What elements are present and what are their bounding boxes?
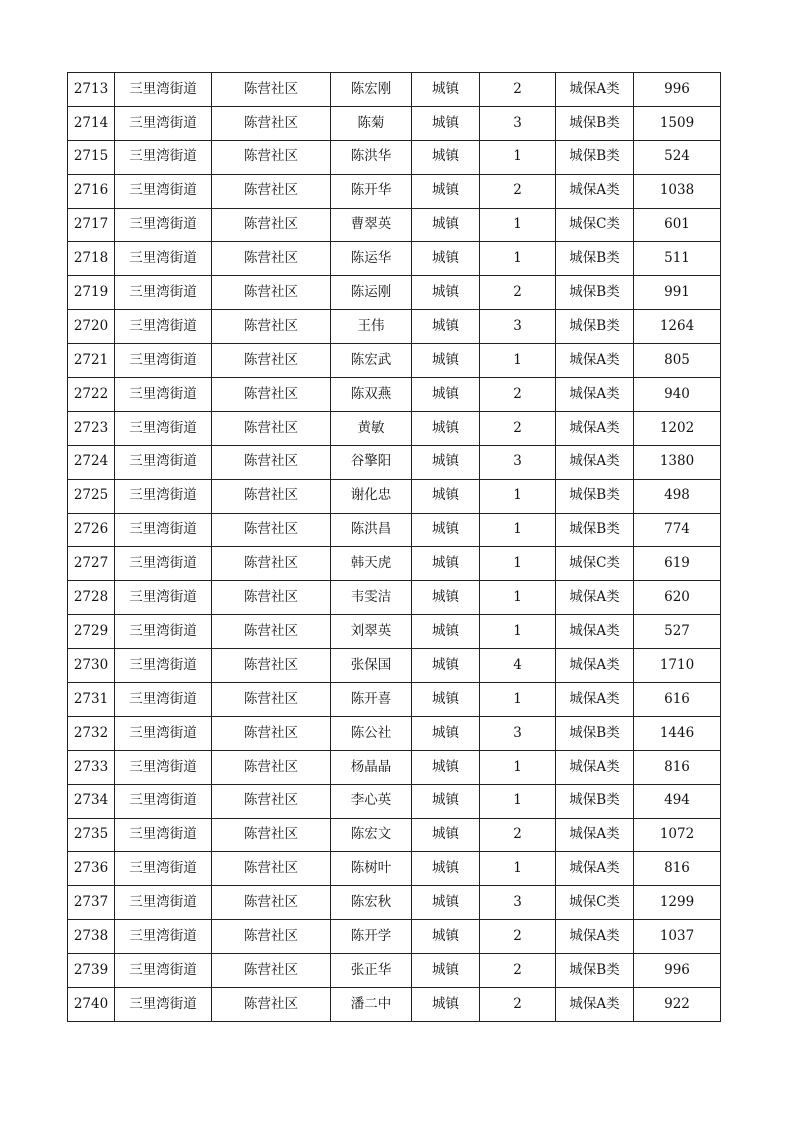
area-type-cell: 城镇 — [412, 106, 480, 140]
amount-cell: 1072 — [634, 818, 721, 852]
name-cell: 黄敏 — [331, 411, 412, 445]
table-row — [68, 479, 721, 513]
community-cell: 陈营社区 — [212, 242, 331, 276]
street-cell: 三里湾街道 — [115, 886, 212, 920]
amount-cell: 1264 — [634, 310, 721, 344]
area-type-cell: 城镇 — [412, 818, 480, 852]
table-row — [68, 344, 721, 378]
table-row — [68, 852, 721, 886]
area-type-cell: 城镇 — [412, 73, 480, 107]
name-cell: 韦雯洁 — [331, 581, 412, 615]
household-size-cell: 2 — [480, 988, 556, 1022]
category-cell: 城保A类 — [556, 174, 634, 208]
amount-cell: 1509 — [634, 106, 721, 140]
amount-cell: 601 — [634, 208, 721, 242]
community-cell: 陈营社区 — [212, 513, 331, 547]
household-size-cell: 1 — [480, 615, 556, 649]
household-size-cell: 1 — [480, 852, 556, 886]
row-number-cell: 2719 — [68, 276, 115, 310]
area-type-cell: 城镇 — [412, 140, 480, 174]
roster-body — [68, 73, 721, 1022]
name-cell: 陈开喜 — [331, 683, 412, 717]
table-row — [68, 581, 721, 615]
category-cell: 城保A类 — [556, 73, 634, 107]
street-cell: 三里湾街道 — [115, 683, 212, 717]
row-number-cell: 2715 — [68, 140, 115, 174]
household-size-cell: 2 — [480, 276, 556, 310]
household-size-cell: 3 — [480, 445, 556, 479]
category-cell: 城保B类 — [556, 479, 634, 513]
street-cell: 三里湾街道 — [115, 276, 212, 310]
row-number-cell: 2734 — [68, 784, 115, 818]
name-cell: 张保国 — [331, 649, 412, 683]
street-cell: 三里湾街道 — [115, 208, 212, 242]
roster-table — [67, 72, 721, 1022]
amount-cell: 922 — [634, 988, 721, 1022]
table-row — [68, 445, 721, 479]
table-row — [68, 547, 721, 581]
amount-cell: 996 — [634, 954, 721, 988]
name-cell: 陈开学 — [331, 920, 412, 954]
household-size-cell: 2 — [480, 174, 556, 208]
area-type-cell: 城镇 — [412, 716, 480, 750]
street-cell: 三里湾街道 — [115, 852, 212, 886]
street-cell: 三里湾街道 — [115, 818, 212, 852]
row-number-cell: 2731 — [68, 683, 115, 717]
category-cell: 城保B类 — [556, 310, 634, 344]
table-row — [68, 988, 721, 1022]
area-type-cell: 城镇 — [412, 479, 480, 513]
row-number-cell: 2728 — [68, 581, 115, 615]
name-cell: 陈宏文 — [331, 818, 412, 852]
row-number-cell: 2739 — [68, 954, 115, 988]
table-row — [68, 140, 721, 174]
category-cell: 城保B类 — [556, 954, 634, 988]
community-cell: 陈营社区 — [212, 344, 331, 378]
area-type-cell: 城镇 — [412, 920, 480, 954]
household-size-cell: 4 — [480, 649, 556, 683]
street-cell: 三里湾街道 — [115, 988, 212, 1022]
table-row — [68, 242, 721, 276]
name-cell: 谢化忠 — [331, 479, 412, 513]
amount-cell: 805 — [634, 344, 721, 378]
community-cell: 陈营社区 — [212, 445, 331, 479]
name-cell: 陈宏刚 — [331, 73, 412, 107]
row-number-cell: 2732 — [68, 716, 115, 750]
area-type-cell: 城镇 — [412, 988, 480, 1022]
household-size-cell: 1 — [480, 479, 556, 513]
name-cell: 谷擎阳 — [331, 445, 412, 479]
community-cell: 陈营社区 — [212, 818, 331, 852]
community-cell: 陈营社区 — [212, 784, 331, 818]
row-number-cell: 2725 — [68, 479, 115, 513]
category-cell: 城保C类 — [556, 886, 634, 920]
area-type-cell: 城镇 — [412, 411, 480, 445]
street-cell: 三里湾街道 — [115, 140, 212, 174]
row-number-cell: 2716 — [68, 174, 115, 208]
community-cell: 陈营社区 — [212, 140, 331, 174]
household-size-cell: 2 — [480, 411, 556, 445]
amount-cell: 940 — [634, 378, 721, 412]
household-size-cell: 2 — [480, 920, 556, 954]
row-number-cell: 2718 — [68, 242, 115, 276]
category-cell: 城保B类 — [556, 784, 634, 818]
row-number-cell: 2733 — [68, 750, 115, 784]
community-cell: 陈营社区 — [212, 852, 331, 886]
household-size-cell: 1 — [480, 750, 556, 784]
street-cell: 三里湾街道 — [115, 310, 212, 344]
community-cell: 陈营社区 — [212, 106, 331, 140]
category-cell: 城保A类 — [556, 615, 634, 649]
amount-cell: 1380 — [634, 445, 721, 479]
area-type-cell: 城镇 — [412, 649, 480, 683]
amount-cell: 616 — [634, 683, 721, 717]
table-row — [68, 750, 721, 784]
street-cell: 三里湾街道 — [115, 378, 212, 412]
household-size-cell: 2 — [480, 378, 556, 412]
name-cell: 杨晶晶 — [331, 750, 412, 784]
row-number-cell: 2717 — [68, 208, 115, 242]
table-row — [68, 886, 721, 920]
name-cell: 曹翠英 — [331, 208, 412, 242]
community-cell: 陈营社区 — [212, 750, 331, 784]
category-cell: 城保A类 — [556, 683, 634, 717]
community-cell: 陈营社区 — [212, 716, 331, 750]
row-number-cell: 2727 — [68, 547, 115, 581]
table-row — [68, 378, 721, 412]
household-size-cell: 1 — [480, 208, 556, 242]
community-cell: 陈营社区 — [212, 310, 331, 344]
name-cell: 陈洪华 — [331, 140, 412, 174]
category-cell: 城保B类 — [556, 242, 634, 276]
community-cell: 陈营社区 — [212, 649, 331, 683]
community-cell: 陈营社区 — [212, 547, 331, 581]
street-cell: 三里湾街道 — [115, 242, 212, 276]
amount-cell: 527 — [634, 615, 721, 649]
household-size-cell: 1 — [480, 344, 556, 378]
household-size-cell: 1 — [480, 784, 556, 818]
community-cell: 陈营社区 — [212, 683, 331, 717]
area-type-cell: 城镇 — [412, 208, 480, 242]
table-row — [68, 174, 721, 208]
street-cell: 三里湾街道 — [115, 479, 212, 513]
table-row — [68, 208, 721, 242]
table-row — [68, 310, 721, 344]
household-size-cell: 2 — [480, 954, 556, 988]
row-number-cell: 2723 — [68, 411, 115, 445]
amount-cell: 774 — [634, 513, 721, 547]
street-cell: 三里湾街道 — [115, 106, 212, 140]
row-number-cell: 2736 — [68, 852, 115, 886]
amount-cell: 619 — [634, 547, 721, 581]
table-row — [68, 683, 721, 717]
name-cell: 潘二中 — [331, 988, 412, 1022]
category-cell: 城保A类 — [556, 818, 634, 852]
street-cell: 三里湾街道 — [115, 445, 212, 479]
amount-cell: 816 — [634, 852, 721, 886]
community-cell: 陈营社区 — [212, 73, 331, 107]
amount-cell: 1038 — [634, 174, 721, 208]
table-row — [68, 411, 721, 445]
community-cell: 陈营社区 — [212, 615, 331, 649]
household-size-cell: 1 — [480, 140, 556, 174]
area-type-cell: 城镇 — [412, 174, 480, 208]
category-cell: 城保A类 — [556, 581, 634, 615]
street-cell: 三里湾街道 — [115, 615, 212, 649]
name-cell: 陈运刚 — [331, 276, 412, 310]
name-cell: 陈菊 — [331, 106, 412, 140]
name-cell: 陈宏秋 — [331, 886, 412, 920]
row-number-cell: 2724 — [68, 445, 115, 479]
category-cell: 城保A类 — [556, 852, 634, 886]
amount-cell: 498 — [634, 479, 721, 513]
household-size-cell: 2 — [480, 73, 556, 107]
household-size-cell: 3 — [480, 886, 556, 920]
row-number-cell: 2737 — [68, 886, 115, 920]
area-type-cell: 城镇 — [412, 615, 480, 649]
category-cell: 城保A类 — [556, 649, 634, 683]
community-cell: 陈营社区 — [212, 988, 331, 1022]
area-type-cell: 城镇 — [412, 683, 480, 717]
row-number-cell: 2714 — [68, 106, 115, 140]
area-type-cell: 城镇 — [412, 886, 480, 920]
category-cell: 城保A类 — [556, 445, 634, 479]
amount-cell: 1037 — [634, 920, 721, 954]
name-cell: 陈洪昌 — [331, 513, 412, 547]
household-size-cell: 2 — [480, 818, 556, 852]
category-cell: 城保C类 — [556, 208, 634, 242]
street-cell: 三里湾街道 — [115, 547, 212, 581]
category-cell: 城保C类 — [556, 547, 634, 581]
table-row — [68, 784, 721, 818]
category-cell: 城保A类 — [556, 920, 634, 954]
row-number-cell: 2730 — [68, 649, 115, 683]
name-cell: 刘翠英 — [331, 615, 412, 649]
name-cell: 李心英 — [331, 784, 412, 818]
category-cell: 城保B类 — [556, 716, 634, 750]
household-size-cell: 3 — [480, 310, 556, 344]
street-cell: 三里湾街道 — [115, 411, 212, 445]
table-row — [68, 818, 721, 852]
street-cell: 三里湾街道 — [115, 513, 212, 547]
household-size-cell: 3 — [480, 716, 556, 750]
name-cell: 陈树叶 — [331, 852, 412, 886]
community-cell: 陈营社区 — [212, 581, 331, 615]
amount-cell: 620 — [634, 581, 721, 615]
category-cell: 城保B类 — [556, 106, 634, 140]
area-type-cell: 城镇 — [412, 513, 480, 547]
row-number-cell: 2722 — [68, 378, 115, 412]
household-size-cell: 1 — [480, 683, 556, 717]
area-type-cell: 城镇 — [412, 954, 480, 988]
category-cell: 城保A类 — [556, 988, 634, 1022]
name-cell: 张正华 — [331, 954, 412, 988]
community-cell: 陈营社区 — [212, 208, 331, 242]
category-cell: 城保A类 — [556, 411, 634, 445]
area-type-cell: 城镇 — [412, 242, 480, 276]
row-number-cell: 2738 — [68, 920, 115, 954]
street-cell: 三里湾街道 — [115, 920, 212, 954]
category-cell: 城保B类 — [556, 140, 634, 174]
table-row — [68, 106, 721, 140]
amount-cell: 1202 — [634, 411, 721, 445]
row-number-cell: 2735 — [68, 818, 115, 852]
table-row — [68, 649, 721, 683]
area-type-cell: 城镇 — [412, 547, 480, 581]
table-row — [68, 920, 721, 954]
table-row — [68, 513, 721, 547]
category-cell: 城保B类 — [556, 276, 634, 310]
category-cell: 城保B类 — [556, 513, 634, 547]
row-number-cell: 2721 — [68, 344, 115, 378]
community-cell: 陈营社区 — [212, 886, 331, 920]
table-row — [68, 73, 721, 107]
community-cell: 陈营社区 — [212, 479, 331, 513]
area-type-cell: 城镇 — [412, 344, 480, 378]
street-cell: 三里湾街道 — [115, 784, 212, 818]
street-cell: 三里湾街道 — [115, 581, 212, 615]
community-cell: 陈营社区 — [212, 174, 331, 208]
amount-cell: 494 — [634, 784, 721, 818]
household-size-cell: 1 — [480, 513, 556, 547]
street-cell: 三里湾街道 — [115, 73, 212, 107]
area-type-cell: 城镇 — [412, 852, 480, 886]
street-cell: 三里湾街道 — [115, 174, 212, 208]
community-cell: 陈营社区 — [212, 378, 331, 412]
street-cell: 三里湾街道 — [115, 750, 212, 784]
amount-cell: 524 — [634, 140, 721, 174]
area-type-cell: 城镇 — [412, 378, 480, 412]
name-cell: 陈开华 — [331, 174, 412, 208]
table-row — [68, 716, 721, 750]
name-cell: 陈双燕 — [331, 378, 412, 412]
street-cell: 三里湾街道 — [115, 649, 212, 683]
category-cell: 城保A类 — [556, 344, 634, 378]
row-number-cell: 2720 — [68, 310, 115, 344]
name-cell: 陈公社 — [331, 716, 412, 750]
household-size-cell: 1 — [480, 581, 556, 615]
street-cell: 三里湾街道 — [115, 716, 212, 750]
area-type-cell: 城镇 — [412, 784, 480, 818]
table-row — [68, 615, 721, 649]
table-row — [68, 276, 721, 310]
household-size-cell: 1 — [480, 547, 556, 581]
household-size-cell: 3 — [480, 106, 556, 140]
community-cell: 陈营社区 — [212, 920, 331, 954]
row-number-cell: 2729 — [68, 615, 115, 649]
area-type-cell: 城镇 — [412, 750, 480, 784]
row-number-cell: 2740 — [68, 988, 115, 1022]
row-number-cell: 2726 — [68, 513, 115, 547]
category-cell: 城保A类 — [556, 378, 634, 412]
amount-cell: 991 — [634, 276, 721, 310]
amount-cell: 511 — [634, 242, 721, 276]
amount-cell: 1299 — [634, 886, 721, 920]
name-cell: 王伟 — [331, 310, 412, 344]
category-cell: 城保A类 — [556, 750, 634, 784]
community-cell: 陈营社区 — [212, 276, 331, 310]
household-size-cell: 1 — [480, 242, 556, 276]
amount-cell: 816 — [634, 750, 721, 784]
area-type-cell: 城镇 — [412, 581, 480, 615]
street-cell: 三里湾街道 — [115, 954, 212, 988]
row-number-cell: 2713 — [68, 73, 115, 107]
table-row — [68, 954, 721, 988]
amount-cell: 1446 — [634, 716, 721, 750]
name-cell: 韩天虎 — [331, 547, 412, 581]
street-cell: 三里湾街道 — [115, 344, 212, 378]
area-type-cell: 城镇 — [412, 310, 480, 344]
amount-cell: 1710 — [634, 649, 721, 683]
name-cell: 陈宏武 — [331, 344, 412, 378]
community-cell: 陈营社区 — [212, 954, 331, 988]
amount-cell: 996 — [634, 73, 721, 107]
area-type-cell: 城镇 — [412, 276, 480, 310]
community-cell: 陈营社区 — [212, 411, 331, 445]
name-cell: 陈运华 — [331, 242, 412, 276]
area-type-cell: 城镇 — [412, 445, 480, 479]
